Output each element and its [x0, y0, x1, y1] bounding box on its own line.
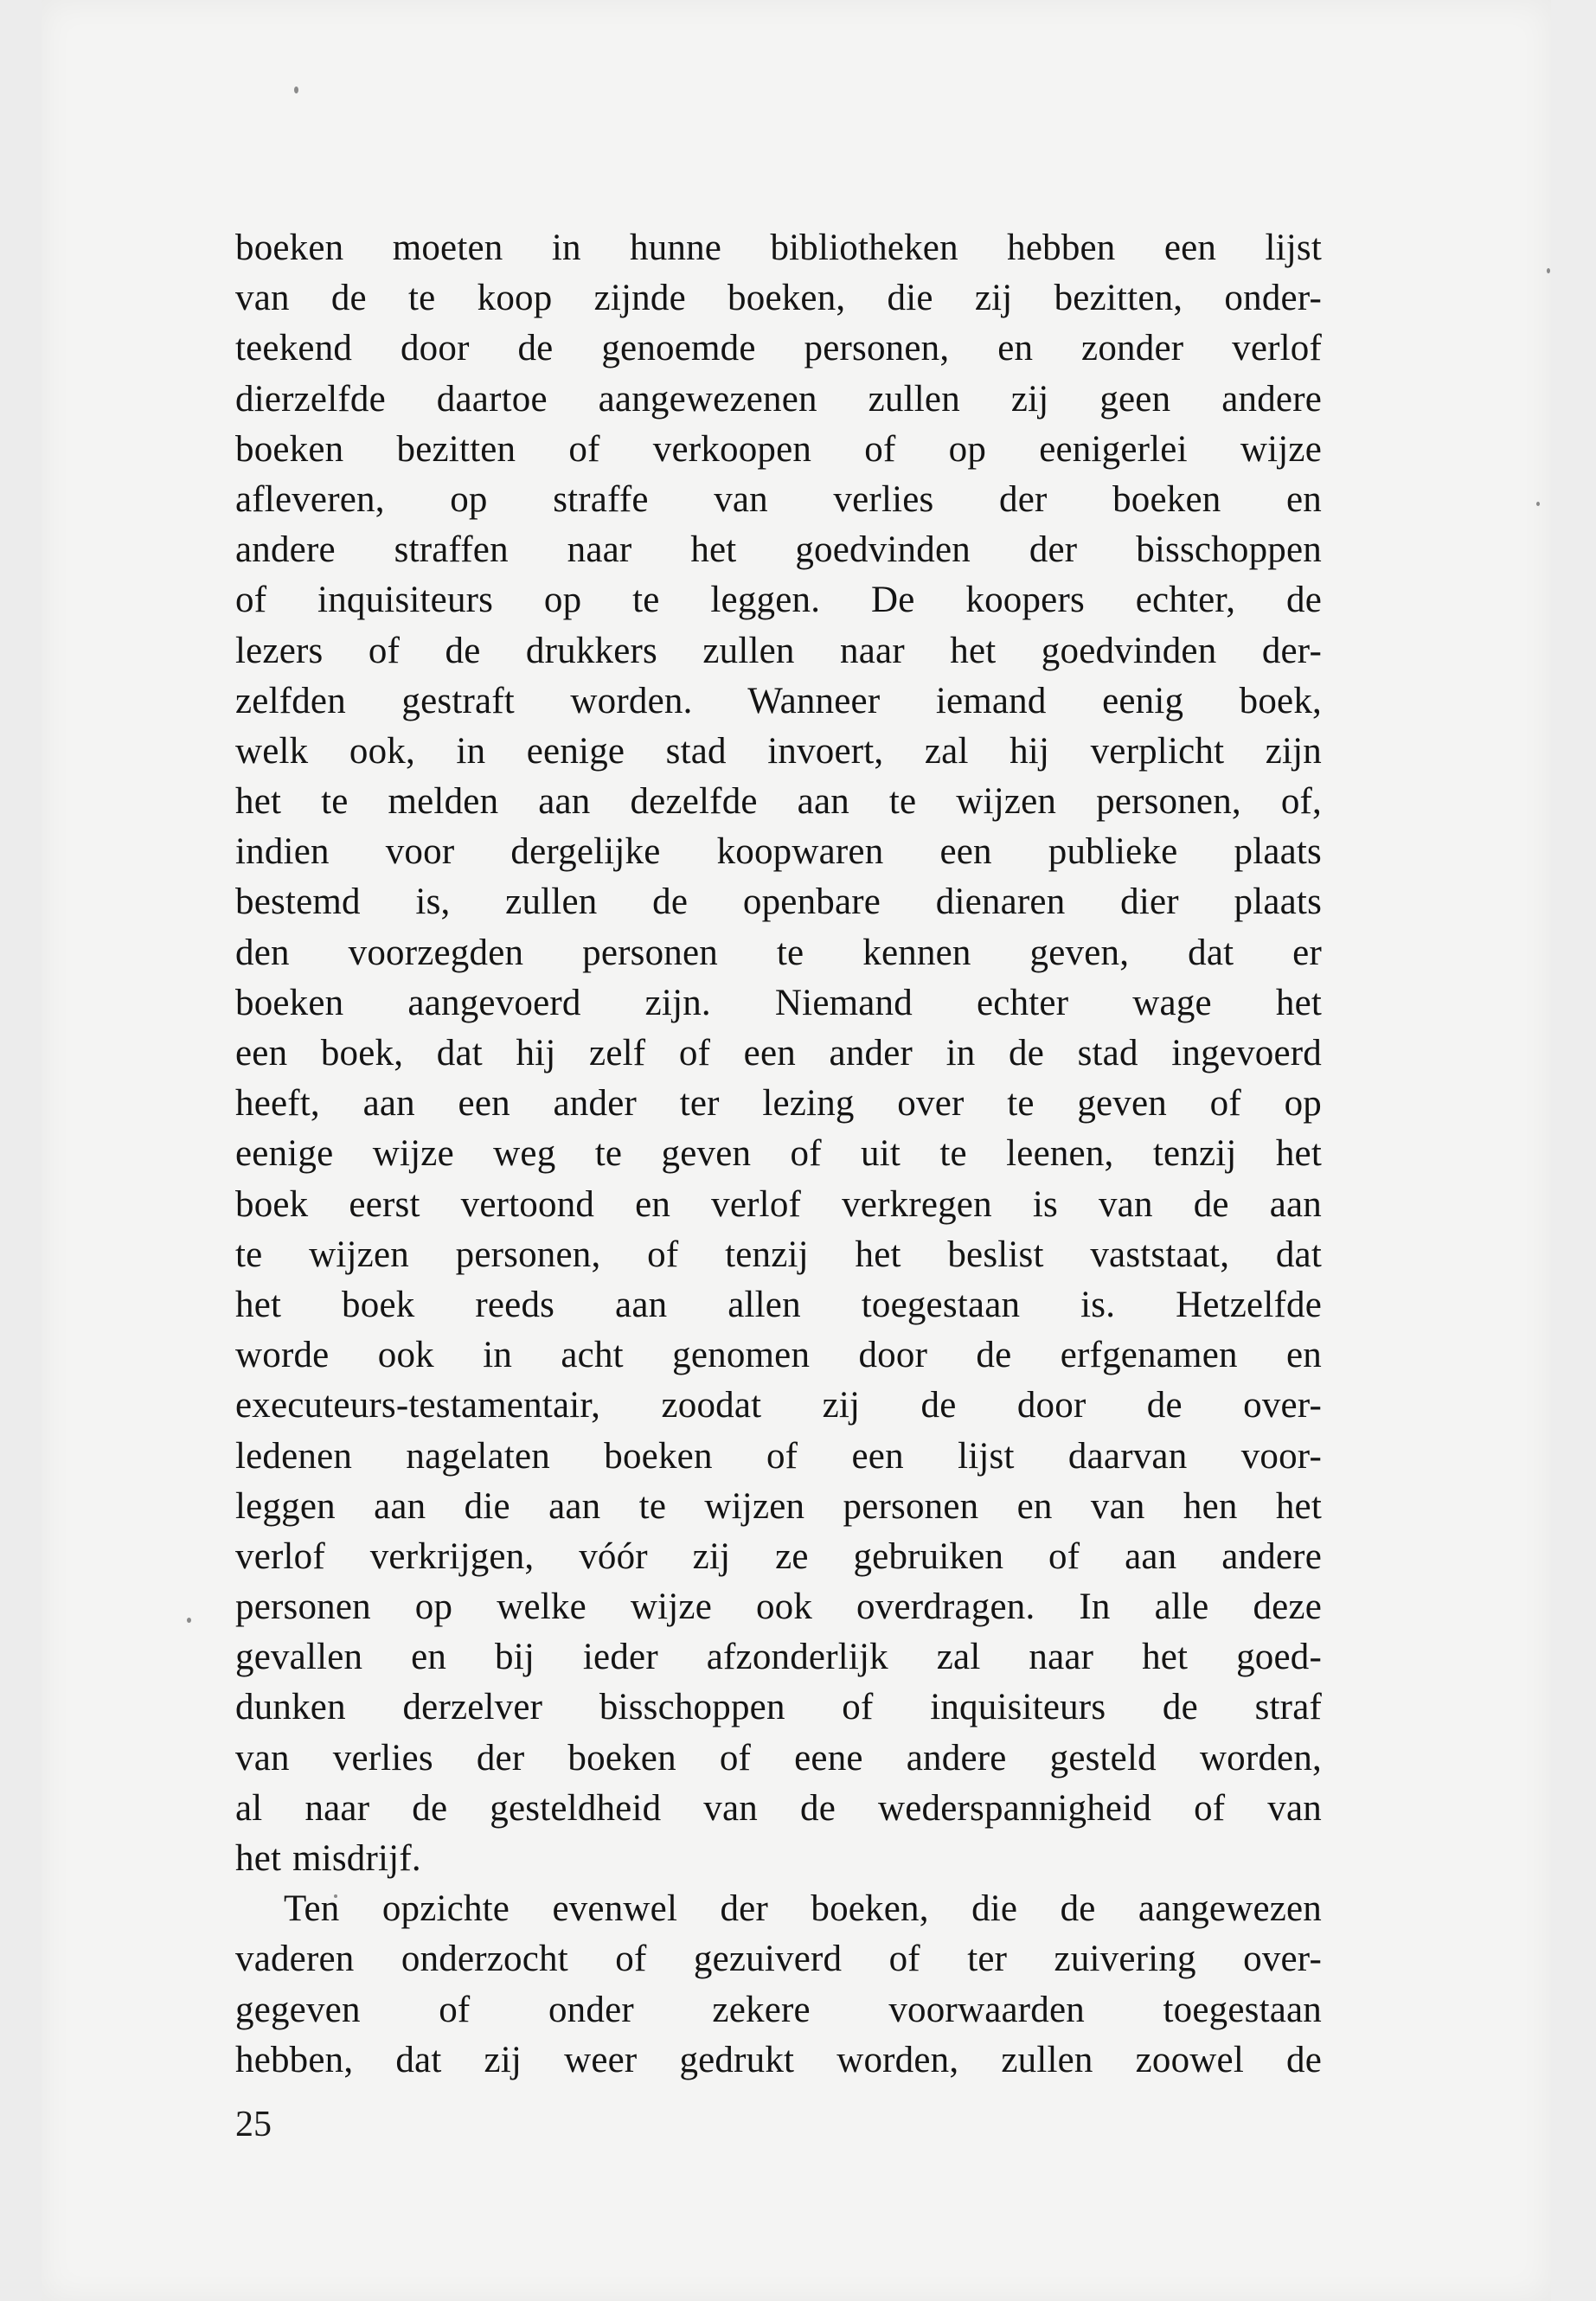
text-line: heeft, aan een ander ter lezing over te geven of op	[235, 1083, 1322, 1125]
text-line: zelfden gestraft worden. Wanneer iemand eenig boek,	[235, 680, 1322, 721]
text-line: een boek, dat hij zelf of een ander in de stad ingevoerd	[235, 1033, 1322, 1074]
text-line: gevallen en bij ieder afzonderlijk zal naar het goed-	[235, 1637, 1322, 1678]
page-number: 25	[235, 2105, 272, 2144]
print-speck	[1536, 502, 1540, 506]
text-line: boeken moeten in hunne bibliotheken hebben een lijst	[235, 228, 1322, 268]
print-speck	[187, 1618, 191, 1623]
text-line: den voorzegden personen te kennen geven, dat er	[235, 932, 1322, 973]
text-line: dierzelfde daartoe aangewezenen zullen zij geen andere	[235, 378, 1322, 420]
text-line: executeurs-testamentair, zoodat zij de door de over-	[235, 1385, 1322, 1426]
text-line: boeken bezitten of verkoopen of op eenigerlei wijze	[235, 428, 1322, 470]
text-line: andere straffen naar het goedvinden der bisschoppen	[235, 529, 1322, 571]
text-line: van de te koop zijnde boeken, die zij bezitten, onder-	[235, 278, 1322, 319]
text-line: eenige wijze weg te geven of uit te leenen, tenzij het	[235, 1133, 1322, 1175]
print-speck	[294, 87, 298, 93]
text-line: het misdrijf.	[235, 1838, 421, 1879]
text-line: of inquisiteurs op te leggen. De koopers echter, de	[235, 580, 1322, 621]
text-line: boeken aangevoerd zijn. Niemand echter wage het	[235, 982, 1322, 1023]
text-line: ledenen nagelaten boeken of een lijst daarvan voor-	[235, 1435, 1322, 1477]
text-line: Ten opzichte evenwel der boeken, die de aangewezen	[284, 1888, 1322, 1930]
text-line: te wijzen personen, of tenzij het beslist vaststaat, dat	[235, 1234, 1322, 1275]
text-line: worde ook in acht genomen door de erfgenamen en	[235, 1335, 1322, 1376]
text-line: van verlies der boeken of eene andere gesteld worden,	[235, 1737, 1322, 1779]
text-line: gegeven of onder zekere voorwaarden toegestaan	[235, 1989, 1322, 2030]
text-line: teekend door de genoemde personen, en zonder verlof	[235, 328, 1322, 369]
text-line: al naar de gesteldheid van de wederspannigheid of van	[235, 1787, 1322, 1829]
paragraph	[235, 1884, 1322, 2086]
text-line: verlof verkrijgen, vóór zij ze gebruiken of aan andere	[235, 1535, 1322, 1577]
text-line: het boek reeds aan allen toegestaan is. Hetzelfde	[235, 1284, 1322, 1325]
text-line: boek eerst vertoond en verlof verkregen is van de aan	[235, 1183, 1322, 1225]
scan-margin-right	[1551, 0, 1596, 2301]
text-line: vaderen onderzocht of gezuiverd of ter zuivering over-	[235, 1939, 1322, 1980]
text-line: het te melden aan dezelfde aan te wijzen personen, of,	[235, 781, 1322, 823]
text-line: lezers of de drukkers zullen naar het goedvinden der-	[235, 630, 1322, 671]
text-line: welk ook, in eenige stad invoert, zal hij verplicht zijn	[235, 730, 1322, 772]
text-line: leggen aan die aan te wijzen personen en van hen het	[235, 1485, 1322, 1527]
text-line: hebben, dat zij weer gedrukt worden, zullen zoowel de	[235, 2039, 1322, 2080]
scan-margin-left	[0, 0, 42, 2301]
text-line: indien voor dergelijke koopwaren een publieke plaats	[235, 831, 1322, 873]
text-line: afleveren, op straffe van verlies der boeken en	[235, 478, 1322, 520]
print-speck	[1547, 268, 1550, 273]
body-text	[235, 223, 1322, 2086]
paragraph	[235, 223, 1322, 1884]
text-line: bestemd is, zullen de openbare dienaren dier plaats	[235, 881, 1322, 923]
text-line: dunken derzelver bisschoppen of inquisiteurs de straf	[235, 1687, 1322, 1728]
text-line: personen op welke wijze ook overdragen. In alle deze	[235, 1586, 1322, 1628]
